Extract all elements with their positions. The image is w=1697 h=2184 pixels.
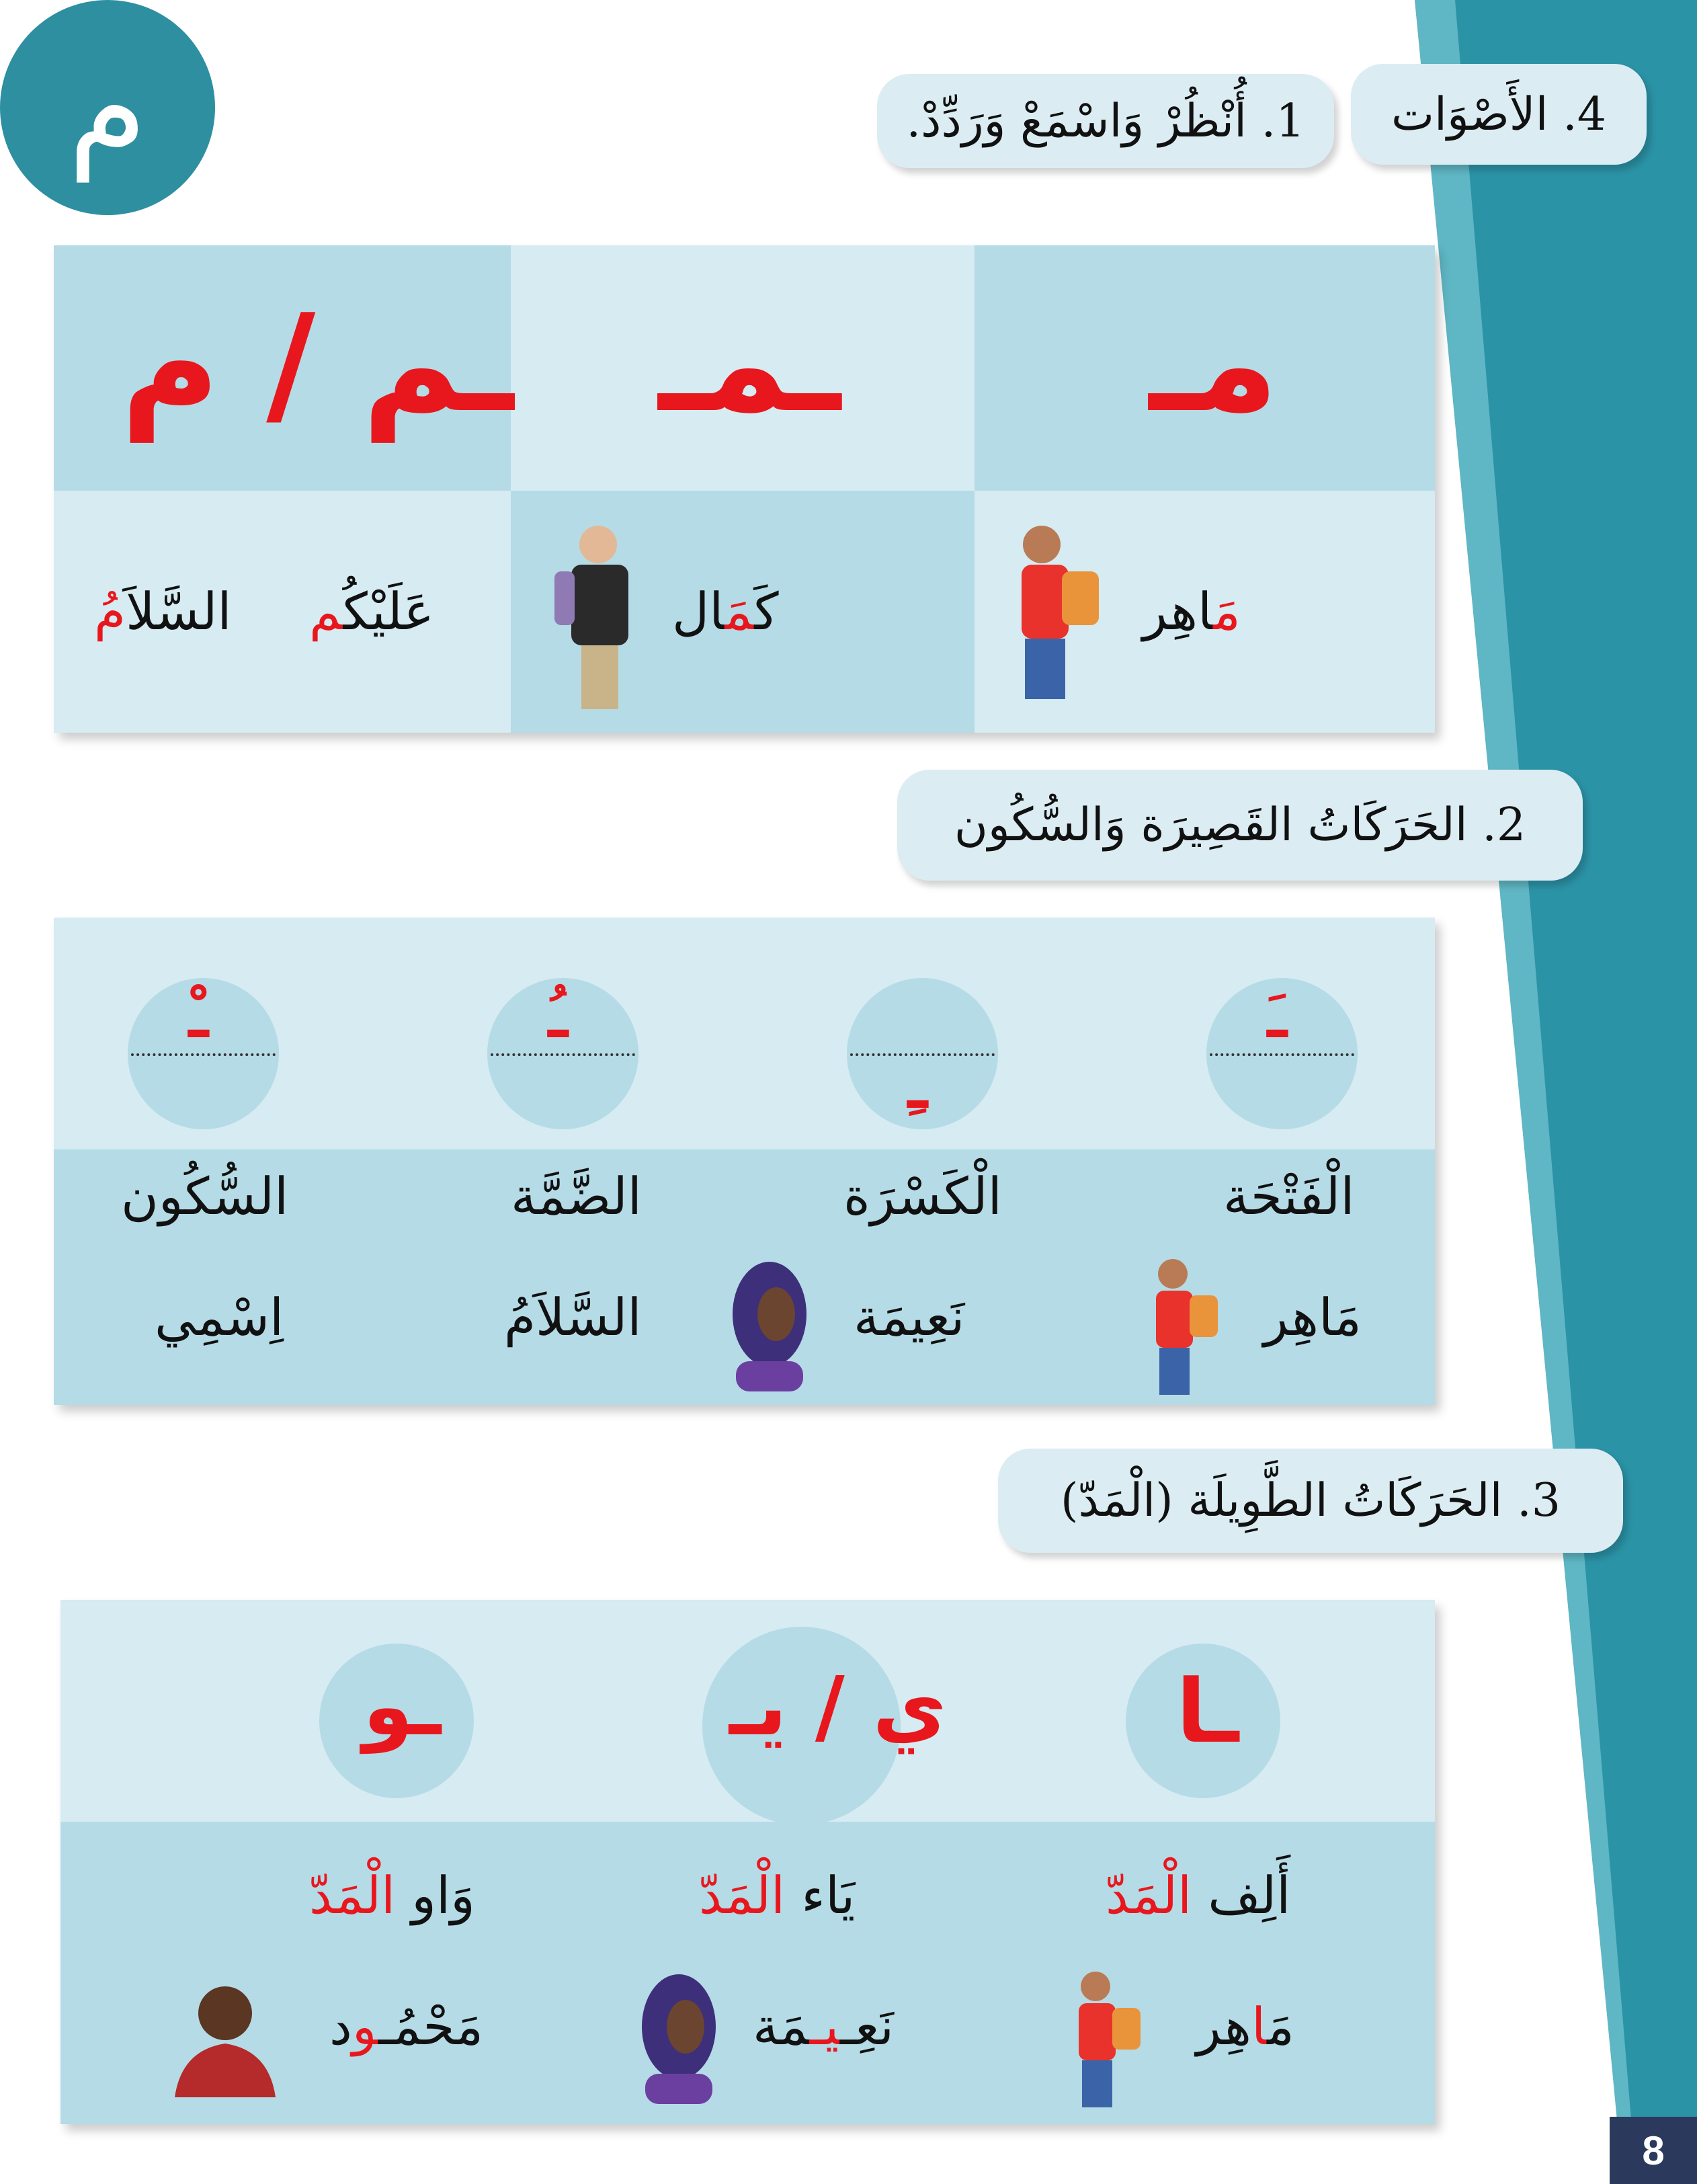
long-vowel-ya: ي / يـ — [729, 1660, 947, 1754]
baseline-dots — [1210, 1053, 1354, 1056]
highlight-letter: مُ — [94, 581, 126, 641]
letter-form-initial: مـ — [1149, 286, 1279, 442]
girl-hijab-illustration — [635, 1973, 722, 2107]
letter-form-final: ـم / م — [121, 286, 514, 442]
baseline-dots — [491, 1053, 635, 1056]
instruction-look-listen-repeat: 1. أُنْظُرْ وَاسْمَعْ وَرَدِّدْ. — [877, 74, 1334, 168]
word-rest: هِر — [1196, 1996, 1252, 2056]
example-word-naima: نَعِيمَة — [854, 1287, 965, 1347]
vowel-name-sukun: السُّكُون — [121, 1166, 289, 1226]
word-rest: اهِر — [1143, 581, 1214, 641]
word-rest: د — [329, 1996, 352, 2056]
word-start: عَلَيْكُ — [343, 581, 435, 641]
boy-backpack-illustration — [1052, 1966, 1153, 2114]
short-vowels-panel — [54, 918, 1435, 1405]
section-title-long-vowels: 3. الحَرَكَاتُ الطَّوِيلَة (الْمَدّ) — [998, 1449, 1623, 1553]
name-start: أَلِف — [1192, 1865, 1291, 1925]
word-start: مَ — [1267, 1996, 1294, 2056]
long-vowel-waw: ـو — [363, 1660, 442, 1754]
word-start: كَ — [754, 581, 779, 641]
kasra-mark: ـِ — [907, 1052, 928, 1123]
baseline-dots — [131, 1053, 276, 1056]
highlight-letter: مَ — [1213, 581, 1241, 641]
name-start: يَاء — [785, 1865, 856, 1925]
long-vowel-alif: ـا — [1176, 1660, 1239, 1763]
girl-hijab-illustration — [726, 1260, 813, 1395]
vowel-name-kasra: الْكَسْرَة — [843, 1166, 1002, 1226]
letter-form-medial: ـمـ — [659, 286, 841, 442]
highlight-letter: مَ — [725, 581, 755, 641]
word-rest: مَة — [753, 1996, 810, 2056]
example-word-assalam: السَّلاَمُ — [504, 1287, 642, 1347]
highlight-letter: يـ — [809, 1996, 840, 2056]
boy-backpack-illustration — [1129, 1254, 1230, 1402]
vowel-name-fatha: الْفَتْحَة — [1223, 1166, 1355, 1226]
boy-jacket-illustration — [534, 518, 655, 719]
sukun-mark: ـْ — [188, 981, 209, 1052]
highlight-madd: الْمَدّ — [699, 1865, 786, 1925]
boy-backpack-illustration — [981, 518, 1116, 713]
example-word-maher — [1143, 581, 1241, 641]
page-number: 8 — [1610, 2117, 1697, 2184]
example-word-kamal — [672, 581, 779, 641]
example-word-ismi: اِسْمِي — [155, 1287, 284, 1347]
word-start: مَحْمُـ — [378, 1996, 484, 2056]
teal-side-decoration — [1415, 0, 1697, 2184]
letter-forms-panel — [54, 245, 1435, 733]
vowel-name-damma: الضَّمَّة — [511, 1166, 642, 1226]
highlight-letter: م — [309, 581, 343, 641]
example-word-alaikum — [309, 581, 434, 641]
example-word-maher: مَاهِر — [1264, 1287, 1362, 1347]
word-start: السَّلاَ — [126, 581, 232, 641]
highlight-madd: الْمَدّ — [1106, 1865, 1192, 1925]
word-rest: ال — [672, 581, 725, 641]
damma-mark: ـُ — [548, 981, 569, 1052]
word-start: نَعِـ — [839, 1996, 894, 2056]
highlight-madd: الْمَدّ — [309, 1865, 396, 1925]
long-vowel-name-waw — [309, 1865, 475, 1925]
long-example-naima — [753, 1996, 894, 2056]
section-title-short-vowels: 2. الحَرَكَاتُ القَصِيرَة وَالسُّكُون — [897, 770, 1583, 881]
highlight-letter: ا — [1251, 1996, 1268, 2056]
example-word-assalam — [94, 581, 231, 641]
long-vowel-name-alif — [1106, 1865, 1290, 1925]
boy-headphones-illustration — [168, 1976, 282, 2097]
fatha-mark: ـَ — [1267, 981, 1288, 1052]
section-title-sounds: 4. الأَصْوَات — [1351, 64, 1647, 165]
name-start: وَاو — [395, 1865, 475, 1925]
long-example-maher — [1196, 1996, 1294, 2056]
long-vowel-name-ya — [699, 1865, 855, 1925]
long-vowels-panel — [60, 1600, 1435, 2124]
long-example-mahmoud — [329, 1996, 483, 2056]
highlight-letter: و — [351, 1996, 379, 2056]
letter-badge: م — [0, 0, 215, 215]
